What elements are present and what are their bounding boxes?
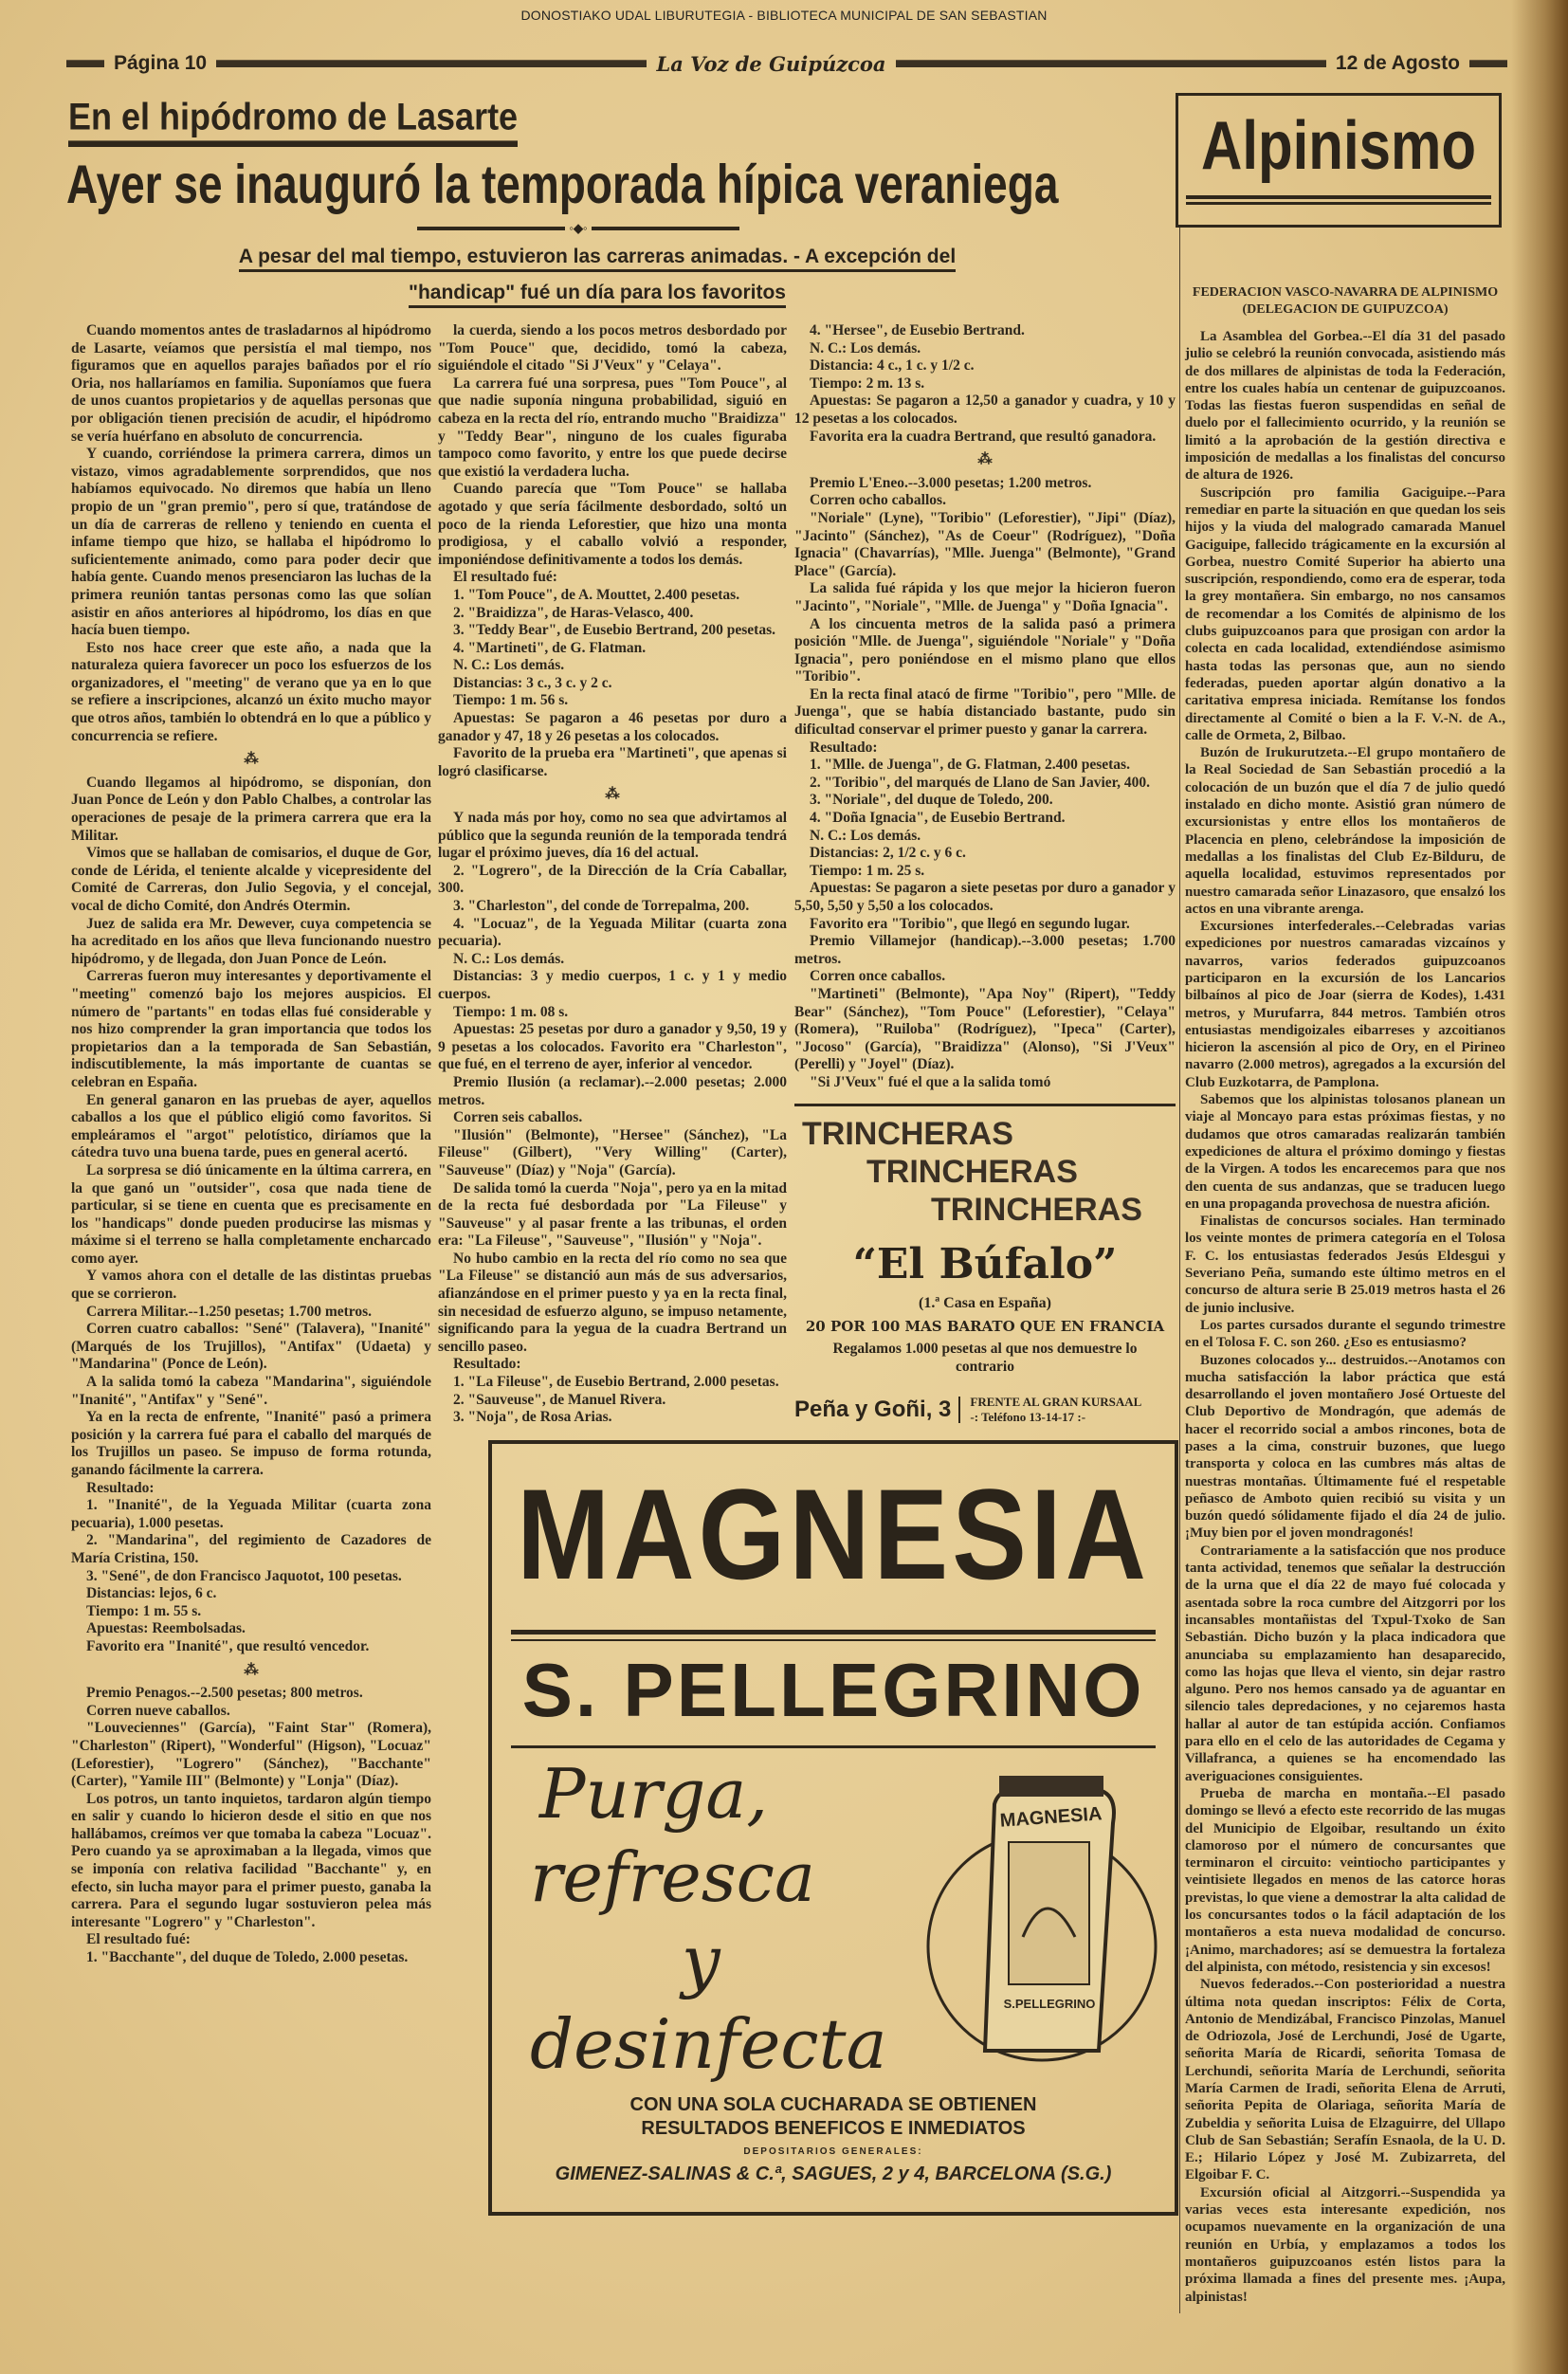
paragraph-lead: Suscripción pro familia Gaciguipe. (1200, 484, 1468, 501)
paragraph (1185, 918, 1505, 1091)
paragraph: 2. "Toribio", del marqués de Llano de San Javier, 400. (810, 774, 1150, 791)
ad-address: Peña y Goñi, 3 (794, 1397, 960, 1423)
middle-columns-row (438, 322, 1176, 1427)
paragraph: Corren ocho caballos. (810, 492, 946, 509)
ad-line: TRINCHERAS (802, 1115, 1013, 1152)
paragraph: A la salida tomó la cabeza "Mandarina", siguiéndole "Inanité", "Antifax" y "Sené". (71, 1374, 431, 1408)
paragraph: Esto nos hace creer que este año, a nada que la naturaleza quiera favorecer un poco los esfuerzos de los organizadores, el "meeting" de verano que ya en lo que se refiere a inscripciones, alcanzó un éxito mucho mayor que otros años, también lo obtendrá en lo que a público y concurrencia se refiere. (71, 639, 431, 744)
paragraph: 1. "Bacchante", del duque de Toledo, 2.000 pesetas. (86, 1949, 409, 1966)
paragraph-text: --Con posterioridad a nuestra última nota quedan inscriptos: Félix de Corta, Antonio de Mendizábal, Francisco Pinzolas, Manuel de Odriozola, José de Lerchundi, José de Ugarte, señorita María de Ricardi, señorita Tomasa de Lerchundi, señorita María de Lerchundi, señorita María Carmen de Iradi, señorita Elena de Arruti, señorita Pepita de Olariaga, señorita María de Zubeldia y señorita Luisa de Elzaguirre, del Ullapo Club de San Sebastián; Serafín Esnaola, de la U. D. E.; Hilario López y José M. Zubizarreta, del Elgoibar F. C. (1185, 1977, 1505, 2183)
paragraph: "Noriale" (Lyne), "Toribio" (Leforestier), "Jipi" (Díaz), "Jacinto" (Sánchez), "As de Coeur" (Rodríguez), "Doña Ignacia" (Chavarrías), "Mlle. Juenga" (Belmonte), "Grand Place" (García). (794, 509, 1176, 579)
paragraph: Sabemos que los alpinistas tolosanos planean un viaje al Moncayo para estas próximas fiestas, y no dudamos que otros camaradas realizarán también expediciones de altura el próximo domingo y fiestas de la Virgen. A todos les encarecemos para que nos den cuenta de sus andanzas, que se traducen luego en una propaganda provechosa de nuestra afición. (1185, 1092, 1505, 1212)
masthead-rule (216, 60, 647, 67)
ad-brand: MAGNESIA (517, 1462, 1150, 1607)
rule (511, 1639, 1156, 1641)
ad-claim: RESULTADOS BENEFICOS E INMEDIATOS (641, 2117, 1026, 2139)
paragraph: Los partes cursados durante el segundo trimestre en el Tolosa F. C. son 260. ¿Eso es entusiasmo? (1185, 1317, 1505, 1351)
paragraph: 2. "Logrero", de la Dirección de la Cría Caballar, 300. (438, 862, 787, 897)
paragraph: Corren nueve caballos. (86, 1702, 230, 1719)
paragraph: 1. "Tom Pouce", de A. Mouttet, 2.400 pesetas. (453, 586, 740, 603)
masthead-rule (1469, 60, 1507, 67)
paragraph-lead: Premio Villamejor (handicap).--3.000 pesetas; 1.700 metros. (794, 933, 1176, 967)
paragraph-text: --Suspendida ya varias veces esta interesante expedición, nos ocupamos nuevamente en la organización de una reunión en Urbía, y emplazamos a todos los montañeros guipuzcoanos estén listos para la próxima llamada a fines del presente mes. ¡Aupa, alpinistas! (1185, 2184, 1505, 2305)
ad-brand: “El Búfalo” (852, 1239, 1118, 1288)
paragraph: Y nada más por hoy, como no sea que advirtamos al público que la segunda reunión de la temporada tendrá lugar el próximo jueves, día 16 del actual. (438, 810, 787, 862)
magnesia-bottle-illustration (909, 1766, 1165, 2079)
paragraph: De salida tomó la cuerda "Noja", pero ya en la mitad de la recta fué desbordada por "La Fileuse" y "Sauveuse" y al pasar frente a las tribunas, el orden era: "La Fileuse", "Sauveuse", "Ilusión" y "Noja". (438, 1179, 787, 1250)
paragraph (1185, 2184, 1505, 2306)
section-separator: ⁂ (244, 751, 259, 768)
paragraph: Corren cuatro caballos: "Sené" (Talavera), "Inanité" (Marqués de los Trujillos), "Antifax" (Udaeta) y "Mandarina" (Ponce de León). (71, 1321, 431, 1373)
paragraph: "Ilusión" (Belmonte), "Hersee" (Sánchez), "La Fileuse" (Gilbert), "Very Willing" (Carter), "Sauveuse" (Díaz) y "Noja" (García). (438, 1126, 787, 1178)
paragraph (1185, 328, 1505, 484)
paragraph: N. C.: Los demás. (810, 827, 921, 844)
paragraph: A los cincuenta metros de la salida pasó a primera posición "Mlle. de Juenga", siguiéndole "Noriale" y "Doña Ignacia", pero poniéndose en el mismo plano que ellos "Toribio". (794, 615, 1176, 685)
paragraph: Cuando momentos antes de trasladarnos al hipódromo de Lasarte, veíamos que persistía el mal tiempo, nos figuramos que en aquellos parajes bañados por el río Oria, nos hallaríamos en familia. Suponíamos que fuera de unos cuantos propietarios y de aquellas personas que por obligación tienen precisión de acudir, el hipódromo se vería huérfano en absoluto de concurrencia. (71, 322, 431, 445)
paragraph: 3. "Charleston", del conde de Torrepalma, 200. (453, 898, 750, 914)
ad-slogan: y (682, 1920, 720, 2000)
masthead-rule (66, 60, 104, 67)
section-separator: ⁂ (977, 451, 993, 468)
paragraph: 3. "Noriale", del duque de Toledo, 200. (810, 792, 1053, 809)
subhead-text: "handicap" fué un día para los favoritos (409, 282, 786, 308)
paragraph: Corren once caballos. (810, 968, 946, 985)
paragraph: La salida fué rápida y los que mejor la hicieron fueron "Jacinto", "Noriale", "Mlle. de Juenga" y "Doña Ignacia". (794, 580, 1176, 614)
middle-columns (438, 322, 1176, 2216)
paragraph: Tiempo: 2 m. 13 s. (810, 374, 925, 392)
bottle-label-bottom: S.PELLEGRINO (1003, 1996, 1096, 2011)
newspaper-name: La Voz de Guipúzcoa (656, 51, 886, 76)
subhead-text: A pesar del mal tiempo, estuvieron las carreras animadas. - A excepción del (239, 246, 956, 272)
ad-slogan: Purga, (539, 1753, 769, 1834)
paragraph: 2. "Sauveuse", de Manuel Rivera. (453, 1391, 666, 1408)
paragraph: 4. "Doña Ignacia", de Eusebio Bertrand. (810, 810, 1066, 827)
paragraph: Apuestas: Se pagaron a 46 pesetas por duro a ganador y 47, 18 y 26 pesetas a los colocados. (438, 710, 787, 744)
section-separator: ⁂ (605, 786, 620, 803)
paragraph: Apuestas: 25 pesetas por duro a ganador y 9,50, 19 y 9 pesetas a los colocados. Favorito era "Charleston", que fué, en el terreno de ayer, inferior al vencedor. (438, 1021, 787, 1073)
paragraph-lead: Buzones colocados y... destruidos. (1200, 1352, 1409, 1368)
alpinismo-body (1185, 328, 1505, 2306)
paragraph: No hubo cambio en la recta del río como no sea que "La Fileuse" se distanció aun más de sus adversarios, afianzándose en el primer puesto y ya en la recta final, sin necesidad de esfuerzo alguno, se impuso netamente, significando para la yegua de la cuadra Bertrand un sencillo paseo. (438, 1250, 787, 1355)
ad-distributors-label: DEPOSITARIOS GENERALES: (743, 2146, 923, 2157)
paragraph (1185, 1785, 1505, 1976)
paragraph: Favorito era "Inanité", que resultó vencedor. (86, 1637, 370, 1654)
paragraph: 1. "Mlle. de Juenga", de G. Flatman, 2.400 pesetas. (810, 757, 1130, 774)
issue-date: 12 de Agosto (1335, 52, 1460, 74)
ad-line: TRINCHERAS (931, 1191, 1142, 1228)
ad-slogan: desinfecta (530, 2003, 887, 2084)
masthead (66, 49, 1507, 78)
alpinismo-title-box (1176, 93, 1502, 228)
ad-claim: CON UNA SOLA CUCHARADA SE OBTIENEN (629, 2093, 1037, 2115)
paragraph: Distancias: 2, 1/2 c. y 6 c. (810, 845, 966, 862)
paragraph: Tiempo: 1 m. 56 s. (453, 692, 569, 709)
paragraph-lead: Excursiones interfederales. (1200, 919, 1376, 935)
trincheras-ad-address (794, 1395, 1176, 1425)
paragraph: 1. "Inanité", de la Yeguada Militar (cuarta zona pecuaria), 1.000 pesetas. (71, 1497, 431, 1531)
ad-tagline: (1.ª Casa en España) (919, 1294, 1051, 1311)
masthead-rule (896, 60, 1326, 67)
paragraph-lead: Premio L'Eneo.--3.000 pesetas; 1.200 metros. (810, 474, 1092, 491)
paragraph: Resultado: (810, 739, 878, 756)
article-subhead-1 (123, 245, 1071, 268)
paragraph: 2. "Mandarina", del regimiento de Cazadores de María Cristina, 150. (71, 1532, 431, 1566)
paragraph: Distancias: 3 y medio cuerpos, 1 c. y 1 y medio cuerpos. (438, 968, 787, 1002)
paragraph: Tiempo: 1 m. 25 s. (810, 862, 925, 879)
paragraph: "Louveciennes" (García), "Faint Star" (Romera), "Charleston" (Ripert), "Wonderful" (Higson), "Locuaz" (Leforestier), "Logrero" (Sánchez), "Bacchante" (Carter), "Yamile III" (Belmonte) y "Lonja" (Díaz). (71, 1720, 431, 1790)
paragraph: Y vamos ahora con el detalle de las distintas pruebas que se corrieron. (71, 1268, 431, 1303)
paragraph: Contrariamente a la satisfacción que nos produce tanta actividad, tenemos que señalar la destrucción de la urna que el día 22 de mayo fué colocada y asentada sobre la roca cumbre del Aitzgorri por los incansables montañistas del Txpul-Txoko de San Sebastián. Dicho buzón y la placa indicadora que anunciaba su emplazamiento han desaparecido, como las hojas que lleva el viento, sin dejar rastro alguno. Pero nos hemos cansado ya de aguantar en silencio tales depredaciones, y no cejaremos hasta hallar al autor de tan estúpida acción. Confiamos para ello en el celo de las autoridades de Cegama y Villafranca, a quienes se ha encomendado las averiguaciones consiguientes. (1185, 1543, 1505, 1784)
ad-line: TRINCHERAS (866, 1153, 1078, 1190)
paragraph: Y cuando, corriéndose la primera carrera, dimos un vistazo, vimos agradablemente sorprendidos, que nos habíamos equivocado. No diremos que había un lleno propio de un "gran premio", pero sí que, tratándose de un día de carreras de relleno y teniendo en cuenta el infame tiempo que hizo, se hallaba el hipódromo lo suficientemente animado, como para poder decir que había gente. Cuando menos presenciaron las luchas de la primera reunión tantas personas como las que solían asistir en años anteriores al hipódromo, los días en que hacía buen tiempo. (71, 446, 431, 639)
delegation-name: (DELEGACION DE GUIPUZCOA) (1242, 302, 1449, 317)
paragraph: Tiempo: 1 m. 08 s. (453, 1003, 569, 1020)
rule (511, 1745, 1156, 1748)
paragraph (1185, 1213, 1505, 1317)
ad-slogan: refresca (530, 1836, 815, 1917)
paragraph (794, 933, 1176, 968)
column-divider (1179, 228, 1180, 2313)
paragraph: "Si J'Veux" fué el que a la salida tomó (810, 1073, 1051, 1090)
paragraph-lead: Excursión oficial al Aitzgorri. (1200, 2184, 1401, 2201)
paragraph-lead: Prueba de marcha en montaña. (1200, 1785, 1428, 1801)
paragraph: Corren seis caballos. (453, 1109, 583, 1126)
paragraph: 3. "Sené", de don Francisco Jaquotot, 100 pesetas. (86, 1567, 402, 1584)
paragraph-text: --El grupo montañero de la Real Sociedad de San Sebastián procedió a la colocación de un buzón que el día 7 de julio quedó instalado en dicho monte. Asistió gran número de excursionistas y entre ellos los montañeros de Placencia en pleno, celebrándose la imposición de medallas a los finalistas del Club Ez-Bilduru, de aquella localidad, estuvimos representados por nuestro camarada señor Linazasoro, que ensalzó los actos en una vibrante arenga. (1185, 745, 1505, 917)
paragraph: 4. "Hersee", de Eusebio Bertrand. (810, 322, 1025, 338)
paragraph: Distancia: 4 c., 1 c. y 1/2 c. (810, 357, 975, 374)
paragraph: Favorito de la prueba era "Martineti", que apenas si logró clasificarse. (438, 745, 787, 779)
article-column-3 (794, 322, 1176, 1092)
paragraph (71, 1685, 431, 1703)
ad-location-text: FRENTE AL GRAN KURSAAL (970, 1394, 1142, 1409)
trincheras-ad (794, 1104, 1176, 1391)
ornament-divider: ◦◆◦ (417, 222, 739, 235)
ad-maker: S. PELLEGRINO (521, 1647, 1145, 1732)
paragraph: Apuestas: Reembolsadas. (86, 1620, 246, 1637)
ad-distributors: GIMENEZ-SALINAS & C.ª, SAGUES, 2 y 4, BARCELONA (S.G.) (555, 2163, 1112, 2184)
paragraph: Resultado: (86, 1479, 155, 1496)
paragraph (71, 1304, 431, 1322)
article-kicker: En el hipódromo de Lasarte (68, 95, 518, 147)
rule (1186, 195, 1491, 199)
ad-offer: 20 POR 100 MAS BARATO QUE EN FRANCIA (805, 1317, 1165, 1335)
paragraph-text: Han terminado los veinte montes de primera categoría en el Tolosa F. C. los entusiastas federados Jesús Eldesgui y Severiano Peña, sumando este último metros en el concurso de altura serie B 25.019 metros hasta el 26 de junio inclusive. (1185, 1214, 1505, 1316)
paragraph-text: --Anotamos con mucha satisfacción la labor práctica que está desarrollando el joven montañero José Ortueste del Club Deportivo de Mondragón, que además de hacer el recorrido social a ambos rincones, bota de pases a la cima, construir buzones, que luego transporta y coloca en las cumbres más altas de nuestras montañas. Últimamente fué el respetable peñasco de Amboto quien recibió su visita y un buzón quedó sólidamente fijado el día 24 de julio. ¡Muy bien por el joven mondragonés! (1185, 1352, 1505, 1542)
paragraph: Distancias: 3 c., 3 c. y 2 c. (453, 674, 612, 691)
paragraph: 4. "Locuaz", de la Yeguada Militar (cuarta zona pecuaria). (438, 915, 787, 950)
paragraph-text: --Celebradas varias expediciones por nuestros camaradas vizcaínos y navarros, varios federados guipuzcoanos participaron en la excursión de los Lancarios bilbaínos al pico de Joar (sierra de Kodes), 1.431 metros, y Murufarra, 844 metros. También otros entusiastas mendigoizales eibarreses y azcoitianos hicieron la ascensión al pico de Ory, en el Pirineo navarro (2.000 metros), agregados a la excursión del Club Euzkotarra, de Pamplona. (1185, 919, 1505, 1090)
paragraph-lead: Finalistas de concursos sociales. (1200, 1214, 1403, 1230)
paragraph: Cuando parecía que "Tom Pouce" se hallaba agotado y que sería fácilmente desbordado, soltó un poco de la rienda Leforestier, que hizo una monta prodigiosa, y el caballo volvió a responder, imponiéndose definitivamente a todos los demás. (438, 481, 787, 568)
paragraph: Apuestas: Se pagaron a siete pesetas por duro a ganador y 5,50, 5,50 y 5,50 a los colocados. (794, 880, 1176, 914)
paragraph: Tiempo: 1 m. 55 s. (86, 1602, 202, 1619)
paragraph-lead: Premio Penagos.--2.500 pesetas; 800 metros. (86, 1685, 363, 1702)
paragraph: Carreras fueron muy interesantes y deportivamente el "meeting" comenzó bajo los mejores auspicios. El número de "partants" en todas ellas fué considerable y nos hizo comprender la gran importancia que todos los propietarios dan a la temporada de San Sebastián, indiscutiblemente, la más importante de cuantas se celebran en España. (71, 968, 431, 1090)
alpinismo-section-heading (1185, 284, 1505, 319)
paragraph: La sorpresa se dió únicamente en la última carrera, en la que ganó un "outsider", cosa que nada tiene de particular, si se tiene en cuenta que es precisamente en los "handicaps" donde pueden producirse las mismas y máxime si el terreno se halla completamente encharcado como ayer. (71, 1161, 431, 1267)
paragraph: Distancias: lejos, 6 c. (86, 1585, 217, 1602)
paragraph: En la recta final atacó de firme "Toribio", pero "Mlle. de Juenga", que se había distanciado bastante, pudo sin dificultad conservar el primer puesto y ganar la carrera. (794, 685, 1176, 739)
bottle-label-top: MAGNESIA (999, 1803, 1103, 1832)
paragraph: N. C.: Los demás. (453, 950, 565, 967)
page-number: Página 10 (114, 52, 208, 74)
article-column-3-wrapper (794, 322, 1176, 1425)
paragraph: "Martineti" (Belmonte), "Apa Noy" (Ripert), "Teddy Bear" (Sánchez), "Tom Pouce" (Leforestier), "Celaya" (Romera), "Ruiloba" (Rodríguez), "Ipeca" (Carter), "Jocoso" (García), "Braidizza" (Alonso), "Si J'Veux" (Perelli) y "Joyel" (Díaz). (794, 985, 1176, 1073)
article-subhead-2 (313, 281, 882, 304)
paragraph-text: --Para remediar en parte la situación en que quedan los seis hijos y la viuda del malogrado camarada Manuel Gaciguipe, fallecido trágicamente en la excursión al Gorbea, nuestro Comité Superior ha abierto una suscripción, respondiendo, como era de esperar, toda la grey montañera. Sin embargo, no nos cansamos de recomendar a los Comités de alpinismo de los clubs guipuzcoanos para que prosigan con ardor la colecta en cada localidad, extendiéndose asimismo hasta todas las personas que, aun no siendo federadas, pueden aportar algún donativo a la caritativa empresa iniciada. Remítanse los fondos directamente al Comité o bien a la F. V.-N. de A., calle de Ormeta, 2, Bilbao. (1185, 484, 1505, 743)
paragraph-text: --El día 31 del pasado julio se celebró la reunión convocada, asistiendo más de dos millares de alpinistas de toda la Federación, entre los cuales había un centenar de guipuzcoanos. Todas las fiestas fueron suspendidas en señal de duelo por el fallecimiento ocurrido, y la reunión se limitó a la aprobación de la gestión directiva e imposición de medallas a los finalistas del concurso de altura de 1926. (1185, 329, 1505, 484)
article-column-1 (71, 322, 431, 1967)
paragraph (1185, 1352, 1505, 1543)
paragraph (1185, 744, 1505, 918)
paragraph-lead: La Asamblea del Gorbea. (1200, 329, 1363, 344)
paragraph: 2. "Braidizza", de Haras-Velasco, 400. (453, 604, 694, 621)
paragraph (794, 475, 1176, 493)
paragraph-lead: Carrera Militar.--1.250 pesetas; 1.700 metros. (86, 1303, 373, 1320)
rule (1186, 202, 1491, 205)
paragraph: N. C.: Los demás. (810, 339, 921, 356)
paragraph: 3. "Teddy Bear", de Eusebio Bertrand, 200 pesetas. (453, 622, 776, 639)
rule (511, 1630, 1156, 1634)
page-edge-shadow (1511, 0, 1568, 2374)
alpinismo-title: Alpinismo (1200, 107, 1476, 184)
paragraph-text: --El pasado domingo se llevó a efecto este recorrido de las mugas del Municipio de Elgoibar, resultando un éxito clamoroso por el número de concursantes que terminaron el circuito: veintiocho participantes y veintisiete llegados en menos de las catorce horas previstas, lo que viene a demostrar la alta calidad de los concursantes todos o la fácil adaptación de los montañeros a esta nueva modalidad de concurso. ¡Animo, marchadores; así se demuestra la fortaleza del alpinista, con método, resistencia y sin excesos! (1185, 1785, 1505, 1975)
paragraph: Vimos que se hallaban de comisarios, el duque de Gor, conde de Lérida, el teniente alcalde y vicepresidente del Comité de Carreras, don Julio Segovia, y el concejal, vocal de dicho Comité, don Andrés Otermin. (71, 845, 431, 914)
paragraph-lead: Nuevos federados. (1200, 1977, 1315, 1993)
paragraph: 3. "Noja", de Rosa Arias. (453, 1409, 612, 1426)
paragraph-lead: Buzón de Irukurutzeta. (1200, 745, 1348, 761)
ad-phone: -: Teléfono 13-14-17 :- (970, 1409, 1086, 1424)
federation-name: FEDERACION VASCO-NAVARRA DE ALPINISMO (1192, 285, 1499, 300)
paragraph-lead: Premio Ilusión (a reclamar).--2.000 pesetas; 2.000 metros. (438, 1073, 787, 1108)
paragraph (1185, 484, 1505, 744)
paragraph: El resultado fué: (453, 569, 557, 586)
paragraph: Favorita era la cuadra Bertrand, que resultó ganadora. (810, 428, 1157, 445)
paragraph (1185, 1976, 1505, 2184)
section-separator: ⁂ (244, 1661, 259, 1678)
article-headline: Ayer se inauguró la temporada hípica veraniega (66, 153, 1059, 215)
ad-challenge: Regalamos 1.000 pesetas al que nos demuestre lo contrario (832, 1340, 1138, 1375)
paragraph: la cuerda, siendo a los pocos metros desbordado por "Tom Pouce" que, decidido, tomó la cabeza, siguiéndole el citado "Si J'Veux" y "Celaya". (438, 322, 787, 374)
paragraph: Ya en la recta de enfrente, "Inanité" pasó a primera posición y la carrera fué para el caballo del marqués de los Trujillos un paseo. Se impuso de forma rotunda, ganando fácilmente la carrera. (71, 1409, 431, 1478)
paragraph: 4. "Martineti", de G. Flatman. (453, 639, 647, 656)
alpinismo-column (1185, 284, 1505, 2306)
paragraph: Resultado: (453, 1356, 521, 1373)
paragraph (438, 1074, 787, 1109)
paragraph: Apuestas: Se pagaron a 12,50 a ganador y cuadra, y 10 y 12 pesetas a los colocados. (794, 393, 1176, 427)
paragraph: N. C.: Los demás. (453, 657, 565, 674)
paragraph: El resultado fué: (86, 1931, 191, 1948)
paragraph: La carrera fué una sorpresa, pues "Tom Pouce", al que nadie suponía ninguna probabilidad, siguió en cabeza en la recta del río, entrando mucho "Braidizza" y "Teddy Bear", ninguno de los cuales figuraba tampoco como favorito, y entre los que puede decirse que existió la verdadera lucha. (438, 374, 787, 480)
paragraph: Juez de salida era Mr. Dewever, cuya competencia se ha acreditado en los años que lleva funcionando nuestro hipódromo, y de llegada, don Juan Ponce de León. (71, 915, 431, 967)
magnesia-ad (488, 1440, 1178, 2216)
library-banner: DONOSTIAKO UDAL LIBURUTEGIA - BIBLIOTECA MUNICIPAL DE SAN SEBASTIAN (520, 8, 1048, 23)
paragraph: Favorito era "Toribio", que llegó en segundo lugar. (810, 915, 1130, 932)
paragraph: Cuando llegamos al hipódromo, se disponían, don Juan Ponce de León y don Pablo Chalbes, a controlar las operaciones de pesaje de la primera carrera que era la Militar. (71, 774, 431, 844)
article-column-2 (438, 322, 787, 1427)
paragraph: 1. "La Fileuse", de Eusebio Bertrand, 2.000 pesetas. (453, 1374, 779, 1391)
ad-location (970, 1395, 1141, 1425)
paragraph: En general ganaron en las pruebas de ayer, aquellos caballos a los que el público eligió como favoritos. Si empleáramos el "argot" pelotístico, diríamos que la cátedra tuvo una buena tarde, pues en general acertó. (71, 1091, 431, 1161)
paragraph: Los potros, un tanto inquietos, tardaron algún tiempo en salir y cuando lo hicieron desde el sitio en que nos hallábamos, creímos ver que tomaba la cabeza "Locuaz". Pero cuando ya se aproximaban a la llegada, vimos que se imponía con relativa facilidad "Bacchante" y, en efecto, sin lucha mayor para el primer puesto, ganaba la carrera. Para el segundo lugar sostuvieron pelea más interesante "Logrero" y "Charleston". (71, 1790, 431, 1930)
